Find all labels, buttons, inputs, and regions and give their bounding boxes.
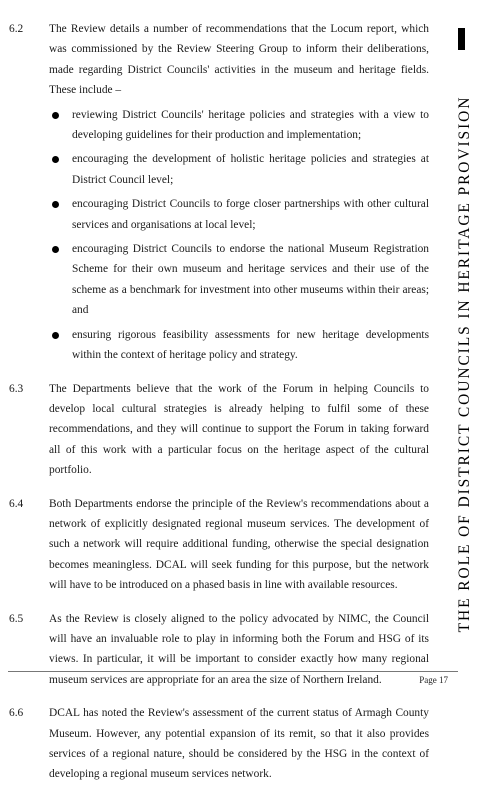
bullet-icon — [52, 156, 59, 163]
main-content — [9, 19, 429, 785]
side-title: THE ROLE OF DISTRICT COUNCILS IN HERITAGE PROVISION — [456, 95, 473, 633]
paragraph-number: 6.2 — [9, 23, 24, 35]
bullet-icon — [52, 246, 59, 253]
list-item — [49, 105, 429, 146]
recommendation-list — [49, 105, 429, 366]
footer-divider — [8, 671, 458, 672]
list-item — [49, 194, 429, 235]
paragraph-number: 6.3 — [9, 382, 24, 395]
paragraph-number: 6.4 — [9, 497, 24, 510]
list-item-text: encouraging the development of holistic heritage policies and strategies at District Council level; — [72, 153, 429, 186]
list-item — [49, 149, 429, 190]
list-item-text: encouraging District Councils to forge closer partnerships with other cultural services and organisations at local level; — [72, 198, 429, 231]
list-item-text: encouraging District Councils to endorse the national Museum Registration Scheme for their own museum and heritage services and their use of the scheme as a benchmark for investment into other museums within their areas; and — [72, 243, 429, 317]
paragraph-6-6 — [9, 703, 429, 785]
bullet-icon — [52, 112, 59, 119]
list-item-text: ensuring rigorous feasibility assessments for new heritage developments within the context of heritage policy and strategy. — [72, 328, 429, 362]
paragraph-text: DCAL has noted the Review's assessment of the current status of Armagh County Museum. However, any potential expansion of its remit, so that it also provides services of a regional nature, should be considered by the HSG in the context of developing a regional museum services network. — [49, 707, 429, 781]
paragraph-text: Both Departments endorse the principle of the Review's recommendations about a network of explicitly designated regional museum services. The development of such a network will require additional funding, otherwise the special designation becomes meaningless. DCAL will seek funding for this purpose, but the network will have to be introduced on a phased basis in line with available resources. — [49, 497, 429, 592]
paragraph-number: 6.6 — [9, 707, 24, 720]
header-marker-bar — [458, 28, 465, 50]
paragraph-6-5 — [9, 609, 429, 691]
paragraph-6-4 — [9, 494, 429, 596]
list-item-text: reviewing District Councils' heritage policies and strategies with a view to developing guidelines for their production and implementation; — [72, 108, 429, 142]
page-number: Page 17 — [419, 675, 448, 685]
side-title-band — [458, 60, 472, 668]
paragraph-6-3 — [9, 379, 429, 481]
paragraph-number: 6.5 — [9, 612, 24, 625]
paragraph-text: The Departments believe that the work of the Forum in helping Councils to develop local cultural strategies is already helping to fulfil some of these recommendations, and they will continue to support the Forum in taking forward all of this work with a particular focus on the heritage aspect of the cultural portfolio. — [49, 382, 429, 477]
paragraph-6-2 — [9, 19, 429, 366]
bullet-icon — [52, 201, 59, 208]
list-item — [49, 325, 429, 366]
bullet-icon — [52, 332, 59, 339]
paragraph-text: As the Review is closely aligned to the policy advocated by NIMC, the Council will have an invaluable role to play in informing both the Forum and HSG of its views. In particular, it will be important to consider exactly how many regional museum services are appropriate for an area the size of Northern Ireland. — [49, 612, 429, 686]
list-item — [49, 239, 429, 321]
paragraph-text: The Review details a number of recommendations that the Locum report, which was commissioned by the Review Steering Group to inform their deliberations, made regarding District Councils' activities in the museum and heritage fields. These include – — [49, 23, 429, 97]
